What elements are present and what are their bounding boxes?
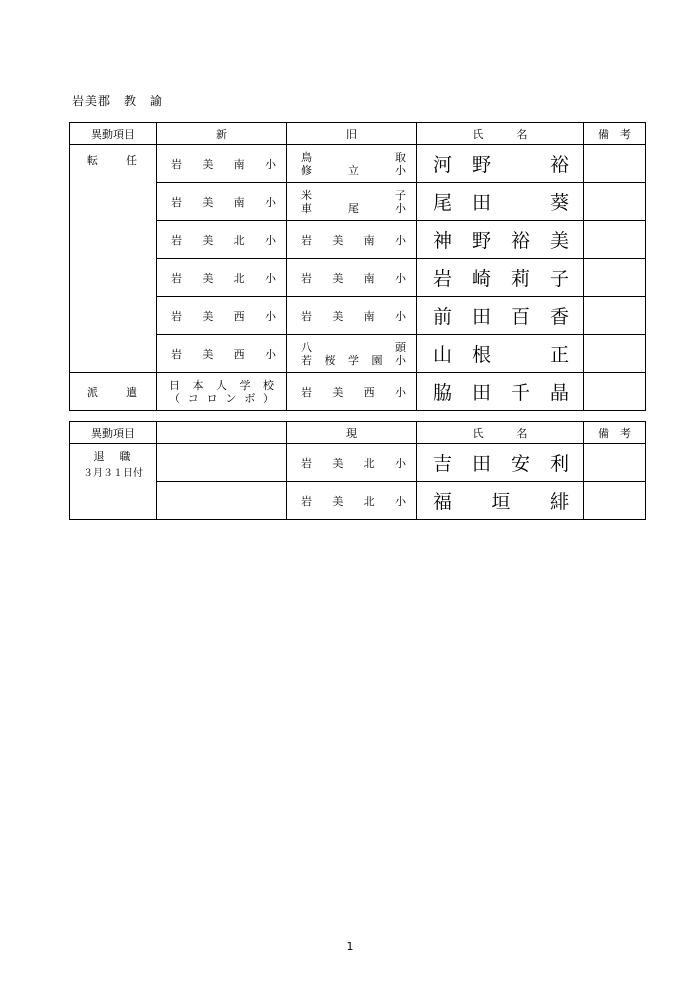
category-cell: 退 職 ３月３１日付	[70, 444, 157, 520]
category-cell: 派 遣	[70, 373, 157, 411]
new-school: 岩美西小	[157, 335, 287, 373]
table-row	[70, 335, 646, 373]
table-row	[70, 183, 646, 221]
teacher-name: 吉田安利	[417, 444, 584, 482]
current-school: 岩美北小	[287, 444, 417, 482]
current-school: 岩美北小	[287, 482, 417, 520]
teacher-name: 山根 正	[417, 335, 584, 373]
page-heading: 岩美郡 教 諭	[72, 94, 164, 108]
new-school: 岩美南小	[157, 145, 287, 183]
remarks-cell	[584, 259, 646, 297]
remarks-cell	[584, 482, 646, 520]
col-header-current: 現	[287, 422, 417, 444]
remarks-cell	[584, 373, 646, 411]
remarks-cell	[584, 145, 646, 183]
new-school: 岩美北小	[157, 221, 287, 259]
retirement-table	[69, 421, 646, 520]
old-school: 鳥 取 修 立 小	[287, 145, 417, 183]
teacher-name: 尾田 葵	[417, 183, 584, 221]
old-school: 岩美南小	[287, 259, 417, 297]
remarks-cell	[584, 221, 646, 259]
new-school: 岩美西小	[157, 297, 287, 335]
teacher-name: 岩崎莉子	[417, 259, 584, 297]
teacher-name: 前田百香	[417, 297, 584, 335]
col-header-category: 異動項目	[70, 123, 157, 145]
table-row	[70, 482, 646, 520]
old-school: 岩美南小	[287, 221, 417, 259]
table-row	[70, 373, 646, 411]
col-header-remarks: 備 考	[584, 123, 646, 145]
page-number: 1	[346, 940, 354, 953]
blank-cell	[157, 482, 287, 520]
table-row	[70, 145, 646, 183]
remarks-cell	[584, 444, 646, 482]
teacher-name: 福 垣 緋	[417, 482, 584, 520]
old-school: 岩美南小	[287, 297, 417, 335]
remarks-cell	[584, 297, 646, 335]
remarks-cell	[584, 183, 646, 221]
new-school: 日本人学校 （コロンボ）	[157, 373, 287, 411]
col-header-remarks: 備 考	[584, 422, 646, 444]
table-row	[70, 297, 646, 335]
transfer-table	[69, 122, 646, 411]
teacher-name: 神野裕美	[417, 221, 584, 259]
col-header-old: 旧	[287, 123, 417, 145]
table-header-row	[70, 123, 646, 145]
new-school: 岩美北小	[157, 259, 287, 297]
new-school: 岩美南小	[157, 183, 287, 221]
teacher-name: 河野 裕	[417, 145, 584, 183]
old-school: 米 子 車 尾 小	[287, 183, 417, 221]
col-header-new: 新	[157, 123, 287, 145]
teacher-name: 脇田千晶	[417, 373, 584, 411]
col-header-category: 異動項目	[70, 422, 157, 444]
old-school: 岩美西小	[287, 373, 417, 411]
category-cell: 転 任	[70, 145, 157, 373]
col-header-name: 氏 名	[417, 422, 584, 444]
table-row	[70, 221, 646, 259]
table-header-row	[70, 422, 646, 444]
remarks-cell	[584, 335, 646, 373]
col-header-blank	[157, 422, 287, 444]
table-row	[70, 444, 646, 482]
table-row	[70, 259, 646, 297]
col-header-name: 氏 名	[417, 123, 584, 145]
old-school: 八 頭 若桜学園小	[287, 335, 417, 373]
blank-cell	[157, 444, 287, 482]
